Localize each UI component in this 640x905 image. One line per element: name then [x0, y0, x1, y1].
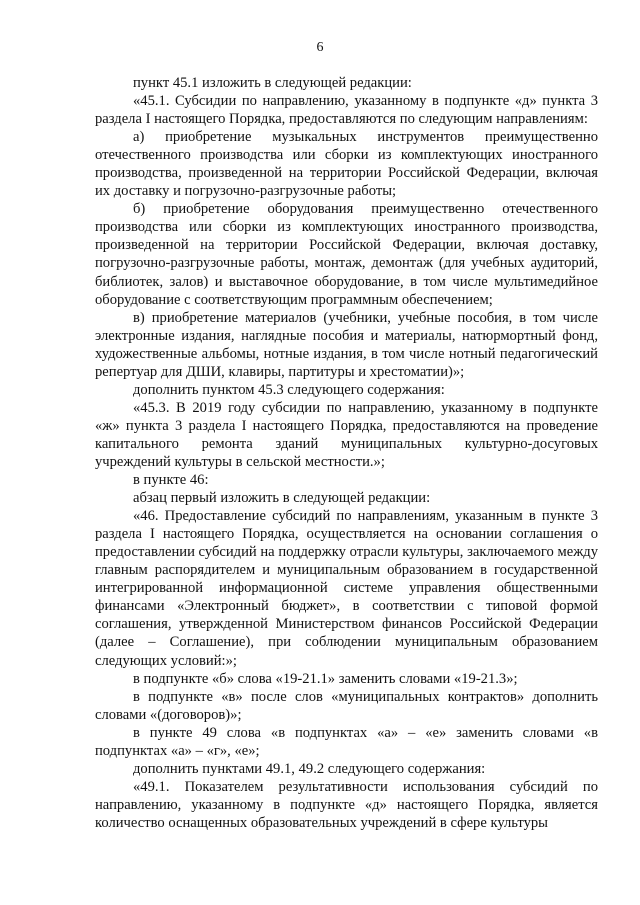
- paragraph-item-v: в) приобретение материалов (учебники, учебные пособия, в том числе электронные издания, наглядные пособия и материалы, натюрмортный фонд, художественные альбомы, нотные издания, в том числе нотный педагогический репертуар для ДШИ, клавиры, партитуры и хрестоматии)»;: [95, 309, 598, 380]
- paragraph-45-3: «45.3. В 2019 году субсидии по направлению, указанному в подпункте «ж» пункта 3 раздела I настоящего Порядка, предоставляются на проведение капитального ремонта зданий муниципальных культурно-досуговых учреждений культуры в сельской местности.»;: [95, 399, 598, 470]
- paragraph-45-1: «45.1. Субсидии по направлению, указанному в подпункте «д» пункта 3 раздела I настоящего Порядка, предоставляются по следующим направлениям:: [95, 93, 598, 128]
- paragraph-point-49: в пункте 49 слова «в подпунктах «а» – «е» заменить словами «в подпунктах «а» – «г», «е»;: [95, 724, 598, 759]
- paragraph-49-1: «49.1. Показателем результативности использования субсидий по направлению, указанному в подпункте «д» настоящего Порядка, является количество оснащенных образовательных учреждений в сфере культуры: [95, 778, 598, 831]
- paragraph-intro-45-3: дополнить пунктом 45.3 следующего содержания:: [133, 381, 445, 398]
- paragraph-item-a: а) приобретение музыкальных инструментов преимущественно отечественного производства или сборки из комплектующих иностранного производства, произведенной на территории Российской Федерации, включая их доставку и погрузочно-разгрузочные работы;: [95, 129, 598, 200]
- paragraph-subpoint-v: в подпункте «в» после слов «муниципальных контрактов» дополнить словами «(договоров)»;: [95, 688, 598, 723]
- paragraph-item-b: б) приобретение оборудования преимущественно отечественного производства или сборки из комплектующих иностранного производства, произведенной на территории Российской Федерации, включая доставку, погрузочно-разгрузочные работы, монтаж, демонтаж (для учебных аудиторий, библиотек, залов) и выставочное оборудование, в том числе мультимедийное оборудование с соответствующим программным обеспечением;: [95, 201, 598, 308]
- paragraph-first-abzac: абзац первый изложить в следующей редакции:: [133, 490, 431, 507]
- paragraph-intro-49-1: дополнить пунктами 49.1, 49.2 следующего содержания:: [133, 760, 486, 777]
- paragraph-point-46: в пункте 46:: [133, 472, 209, 489]
- page-number: 6: [316, 40, 324, 55]
- paragraph-intro-45-1: пункт 45.1 изложить в следующей редакции:: [133, 75, 412, 91]
- document-body: [95, 74, 598, 832]
- paragraph-46: «46. Предоставление субсидий по направлениям, указанным в пункте 3 раздела I настоящего Порядка, осуществляется на основании соглашения о предоставлении субсидий на поддержку отрасли культуры, заключаемого между главным распорядителем и муниципальным образованием в государственной интегрированной информационной системе управления общественными финансами «Электронный бюджет», в соответствии с типовой формой соглашения, утвержденной Министерством финансов Российской Федерации (далее – Соглашение), при соблюдении муниципальным образованием следующих условий:»;: [95, 508, 598, 669]
- paragraph-subpoint-b: в подпункте «б» слова «19-21.1» заменить словами «19-21.3»;: [133, 670, 518, 687]
